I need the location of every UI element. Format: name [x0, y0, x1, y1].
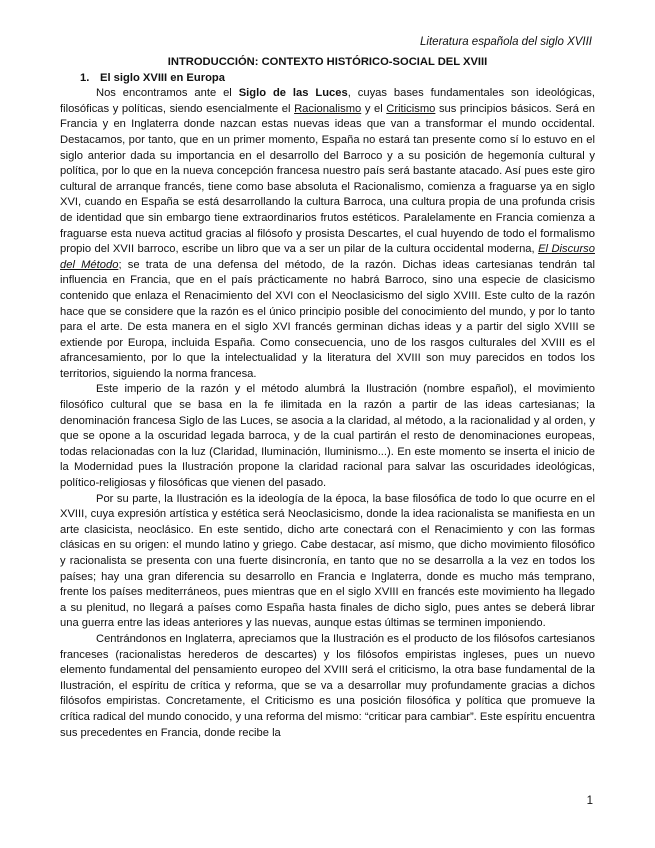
page-number: 1 — [586, 795, 593, 807]
paragraph-3: Por su parte, la Ilustración es la ideología de la época, la base filosófica de todo lo que ocurre en el XVIII, cuya expresión artística y estética será Neoclasicismo, donde la idea racionalista se manifiesta en un arte clasicista, neoclásico. En este sentido, dicho arte conectará con el Renacimiento y con las formas clásicas en su origen: el mundo latino y griego. Cabe destacar, así mismo, que dicho movimiento filosófico y racionalista se presenta con una fuerte disincronía, en tanto que no se desarrolla a la vez en todos los países; hay una gran diferencia su desarrollo en Francia e Inglaterra, donde es mucho más temprano, frente los países mediterráneos, pues mientras que en el siglo XVIII en francés este movimiento ha llegado a su plenitud, no llegará a países como España hasta finales de dicho siglo, pues antes se deberá librar una guerra entre las ideas anteriores y las nuevas, aunque estas últimas se terminen imponiendo. — [60, 492, 595, 630]
p1-text-i: ; se trata de una defensa del método, de la razón. Dichas ideas cartesianas tendrán tal influencia en Francia, que en el país prácticamente no habrá Barroco, sino una especie de clasicismo contenido que enlaza el Renacimiento del XVI con el Neoclasicismo del siglo XVIII. Este culto de la razón hace que se considere que la razón es el único principio posible del conocimiento del mundo, y por lo tanto para el arte. De esta manera en el siglo XVI francés germinan dichas ideas y a partir del siglo XVIII se extiende por Europa, incluida España. Como consecuencia, uno de los rasgos culturales del XVIII es el afrancesamiento, por lo que la intelectualidad y la literatura del XVIII son muy parecidos en todos los territorios, siguiendo la norma francesa. — [60, 258, 595, 380]
document-title: INTRODUCCIÓN: CONTEXTO HISTÓRICO-SOCIAL DEL XVIII — [167, 56, 488, 68]
siglo-de-las-luces-bold: Siglo de las Luces — [238, 87, 348, 100]
criticismo-underlined: Criticismo — [386, 102, 436, 115]
paragraph-4: Centrándonos en Inglaterra, apreciamos que la Ilustración es el producto de los filósofos cartesianos franceses (racionalistas herederos de descartes) y los filósofos empiristas ingleses, pues un nuevo elemento fundamental del pensamiento europeo del XVIII será el criticismo, la otra base fundamental de la Ilustración, el espíritu de crítica y reforma, que se va a desarrollar muy profundamente gracias a dichos filósofos empiristas. Concretamente, el Criticismo es una posición filosófica y política que promueve la crítica radical del mundo conocido, y una reforma del mismo: “criticar para cambiar”. Este espíritu encuentra sus precedentes en Francia, donde recibe la — [60, 632, 595, 739]
discurso-del-metodo-title: El Discurso del Método — [60, 243, 595, 271]
paragraph-2: Este imperio de la razón y el método alumbrá la Ilustración (nombre español), el movimiento filosófico cultural que se basa en la fe ilimitada en la razón a partir de las ideas cartesianas; la denominación francesa Siglo de las Luces, se asocia a la claridad, al método, a la racionalidad y al orden, y que se opone a la oscuridad legada barroca, y de la cual partirán el resto de denominaciones europeas, todas relacionadas con la luz (Claridad, Iluminación, Iluminismo...). En este momento se inserta el inicio de la Modernidad pues la Ilustración propone la claridad racional para salvar las oscuridades ideológicas, político-religiosas y filosóficas que vienen del pasado. — [60, 383, 595, 490]
p1-text-g: sus principios básicos. Será en Francia y en Inglaterra donde nazcan estas nuevas ideas que van a transformar el mundo occidental. Destacamos, por tanto, que en un primer momento, España no estará tan presente como sí lo estuvo en el siglo anterior dada su importancia en el desarrollo del Barroco y a su posición de hegemonía cultural y política, por lo que en la nueva concepción francesa nuestro país será bastante atacado. Así pues este giro cultural de arranque francés, tiene como base absoluta el Racionalismo, comienza a fraguarse ya en siglo XVI, cuando en España se está desarrollando la cultura Barroca, una cultura propia de una profunda crisis de identidad que sin embargo tiene extraordinarios frutos estéticos. Paralelamente en Francia comienza a fraguarse esta nueva actitud gracias al filósofo y prosista Descartes, el cual huyendo de todo el formalismo propio del XVII barroco, escribe un libro que va a ser un pilar de la cultura occidental moderna, — [60, 102, 595, 256]
racionalismo-underlined: Racionalismo — [294, 102, 362, 115]
p1-text-e: y el — [361, 102, 387, 115]
p1-text-a: Nos encontramos ante el — [96, 87, 239, 100]
p1-text-c: , cuyas bases fundamentales son ideológicas, filosóficas y políticas, siendo esencialmente el — [60, 87, 595, 115]
paragraph-1 — [60, 86, 595, 382]
running-header: Literatura española del siglo XVIII — [420, 36, 592, 48]
section-heading — [80, 71, 595, 87]
document-body — [60, 55, 595, 741]
section-title: El siglo XVIII en Europa — [100, 71, 225, 84]
section-number: 1. — [80, 71, 90, 84]
